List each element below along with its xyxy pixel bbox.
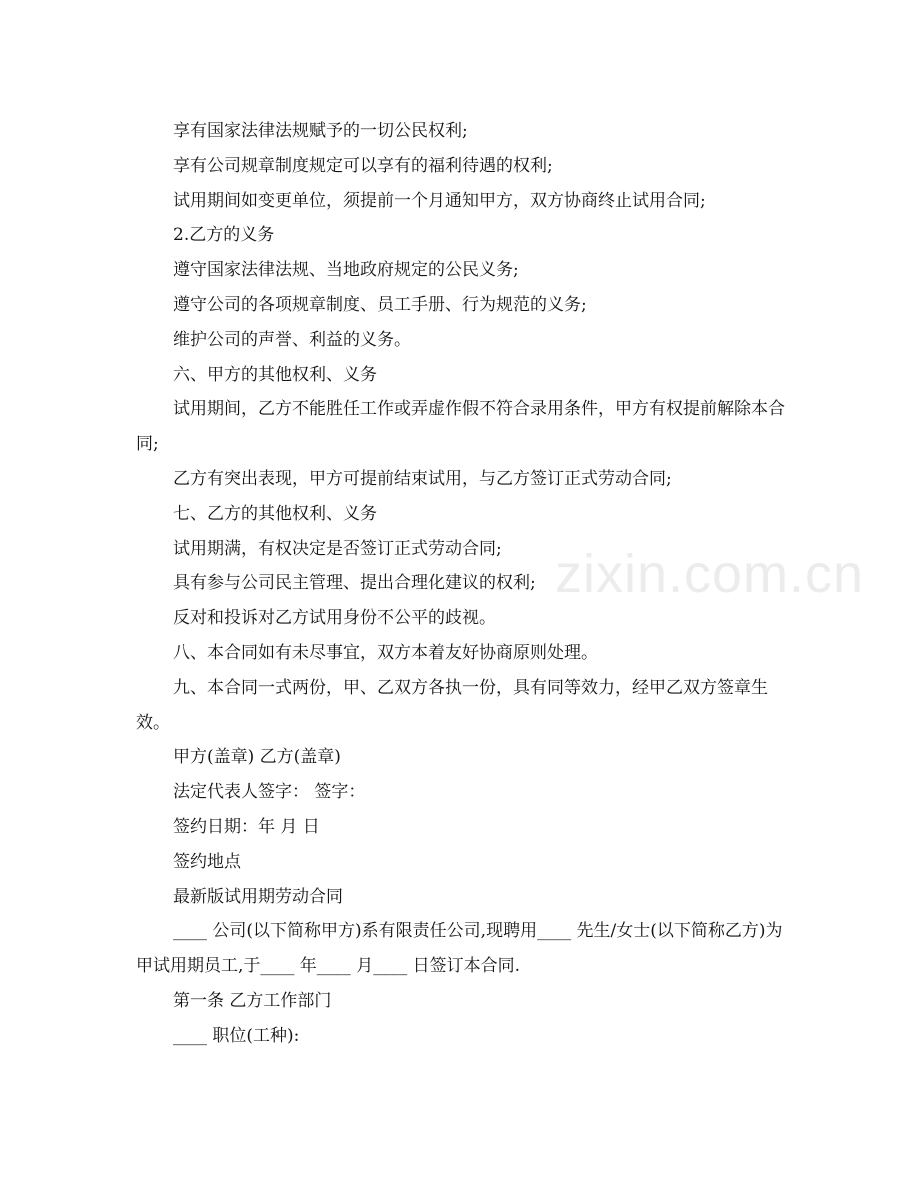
paragraph: 遵守国家法律法规、当地政府规定的公民义务; [173,260,519,281]
paragraph: ____ 职位(工种): [173,1025,300,1046]
section-heading: 第一条 乙方工作部门 [173,990,332,1011]
paragraph: 享有国家法律法规赋予的一切公民权利; [173,121,468,141]
signing-date: 签约日期：年 月 日 [173,816,320,837]
signing-place: 签约地点 [173,851,241,872]
paragraph: ____ 公司(以下简称甲方)系有限责任公司,现聘用____ 先生/女士(以下简称乙方)为甲试用期员工,于____ 年____ 月____ 日签订本合同. [136,921,783,977]
paragraph: 维护公司的声誉、利益的义务。 [173,329,411,350]
paragraph: 乙方有突出表现，甲方可提前结束试用，与乙方签订正式劳动合同; [173,468,672,489]
section-heading: 六、甲方的其他权利、义务 [173,364,377,385]
paragraph: 具有参与公司民主管理、提出合理化建议的权利; [173,573,536,594]
paragraph: 试用期间，乙方不能胜任工作或弄虚作假不符合录用条件，甲方有权提前解除本合同; [136,399,785,455]
paragraph: 九、本合同一式两份，甲、乙双方各执一份，具有同等效力，经甲乙双方签章生效。 [136,677,768,733]
paragraph: 试用期间如变更单位，须提前一个月通知甲方，双方协商终止试用合同; [173,190,706,211]
section-heading: 七、乙方的其他权利、义务 [173,503,377,524]
paragraph: 试用期满，有权决定是否签订正式劳动合同; [173,538,502,559]
paragraph: 八、本合同如有未尽事宜，双方本着友好协商原则处理。 [173,642,598,663]
paragraph: 反对和投诉对乙方试用身份不公平的歧视。 [173,608,496,629]
paragraph: 遵守公司的各项规章制度、员工手册、行为规范的义务; [173,294,587,315]
signature-parties: 甲方(盖章) 乙方(盖章) [173,747,341,768]
paragraph: 享有公司规章制度规定可以享有的福利待遇的权利; [173,155,553,176]
section-heading: 2.乙方的义务 [173,225,275,246]
document-title: 最新版试用期劳动合同 [173,886,343,907]
watermark: zixin.com.cn [555,544,865,604]
document-body [136,114,796,1054]
signature-line: 法定代表人签字： 签字： [173,782,366,803]
